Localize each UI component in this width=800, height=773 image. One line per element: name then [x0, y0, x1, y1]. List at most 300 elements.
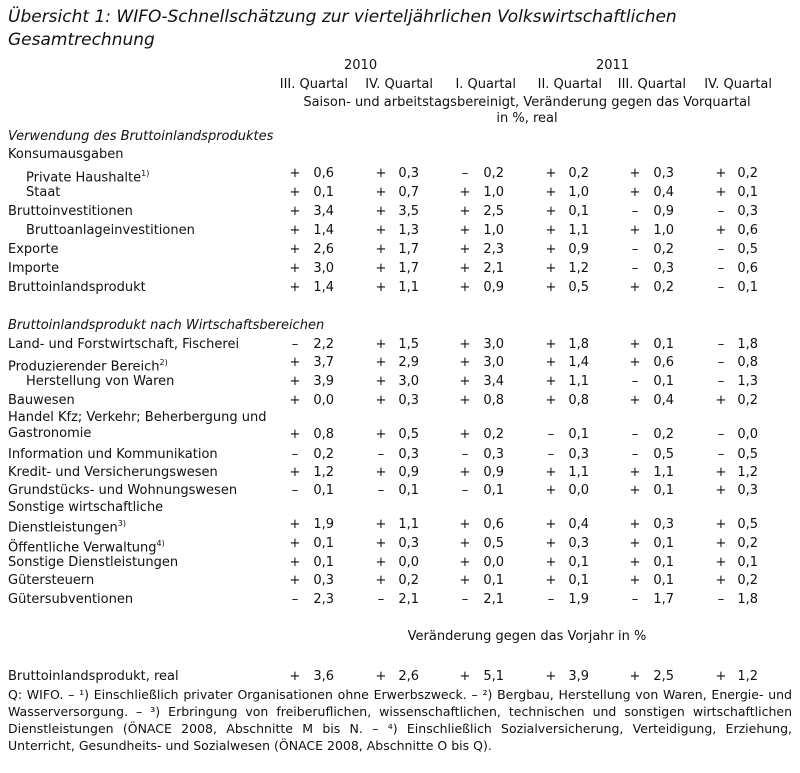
value-cell: 0,4	[653, 393, 674, 408]
row-label	[8, 464, 218, 482]
row-label	[8, 392, 75, 410]
value-cell: 0,6	[653, 355, 674, 370]
value-sign: +	[545, 166, 557, 181]
value-sign: +	[629, 555, 641, 570]
value-cell: 1,7	[653, 592, 674, 607]
footnote-ref: 2)	[159, 358, 168, 367]
value-cell: 0,1	[653, 573, 674, 588]
row-label	[8, 146, 123, 164]
value-cell: 0,2	[398, 573, 419, 588]
value-cell: 0,5	[737, 242, 758, 257]
value-sign: +	[715, 393, 727, 408]
value-sign: –	[717, 427, 725, 442]
value-sign: +	[375, 465, 387, 480]
value-sign: +	[289, 536, 301, 551]
row-label	[26, 222, 195, 240]
value-cell: 0,5	[653, 447, 674, 462]
value-cell: 3,9	[313, 374, 334, 389]
year-2011: 2011	[596, 58, 630, 73]
row-label	[8, 410, 267, 442]
value-cell: 0,3	[568, 536, 589, 551]
value-cell: 3,6	[313, 669, 334, 684]
quarter-header: I. Quartal	[455, 77, 516, 92]
value-cell: 1,1	[398, 517, 419, 532]
value-cell: 1,3	[398, 223, 419, 238]
value-cell: 2,6	[398, 669, 419, 684]
value-sign: +	[459, 223, 471, 238]
value-cell: 0,8	[737, 355, 758, 370]
value-sign: +	[459, 374, 471, 389]
value-sign: +	[459, 337, 471, 352]
value-sign: –	[291, 483, 299, 498]
value-sign: –	[291, 447, 299, 462]
value-cell: 0,3	[737, 204, 758, 219]
quarter-header: II. Quartal	[537, 77, 602, 92]
value-sign: +	[375, 517, 387, 532]
value-sign: –	[717, 261, 725, 276]
value-cell: 0,9	[398, 465, 419, 480]
value-sign: +	[715, 555, 727, 570]
value-cell: 0,7	[398, 185, 419, 200]
value-cell: 0,2	[483, 427, 504, 442]
row-label-text: Private Haushalte	[26, 170, 142, 186]
value-cell: 1,3	[737, 374, 758, 389]
row-label-text: Importe	[8, 261, 60, 276]
value-cell: 0,9	[568, 242, 589, 257]
value-sign: +	[289, 573, 301, 588]
value-cell: 2,3	[313, 592, 334, 607]
row-label	[8, 591, 133, 609]
value-cell: 0,5	[737, 517, 758, 532]
quarter-header: IV. Quartal	[365, 77, 433, 92]
value-sign: –	[547, 427, 555, 442]
value-sign: +	[459, 280, 471, 295]
row-label-line-1: Sonstige wirtschaftliche	[8, 500, 164, 515]
row-label	[8, 482, 237, 500]
value-sign: +	[459, 393, 471, 408]
value-sign: +	[375, 536, 387, 551]
value-cell: 1,1	[653, 465, 674, 480]
value-cell: 0,3	[653, 166, 674, 181]
value-sign: –	[461, 166, 469, 181]
table-row	[0, 146, 800, 164]
value-cell: 0,1	[313, 483, 334, 498]
value-cell: 1,5	[398, 337, 419, 352]
value-cell: 2,2	[313, 337, 334, 352]
value-cell: 3,9	[568, 669, 589, 684]
value-cell: 1,4	[313, 223, 334, 238]
value-sign: +	[629, 166, 641, 181]
table-row	[0, 241, 800, 259]
value-sign: +	[375, 185, 387, 200]
row-label-text: Bruttoinlandsprodukt, real	[8, 669, 179, 684]
value-sign: +	[459, 517, 471, 532]
value-sign: +	[715, 465, 727, 480]
value-cell: 2,6	[313, 242, 334, 257]
value-cell: 0,2	[313, 447, 334, 462]
value-cell: 0,1	[568, 427, 589, 442]
row-label	[8, 279, 146, 297]
value-sign: +	[545, 669, 557, 684]
value-cell: 1,1	[398, 280, 419, 295]
value-sign: +	[545, 517, 557, 532]
table-row	[0, 482, 800, 500]
value-sign: +	[459, 573, 471, 588]
value-sign: –	[631, 427, 639, 442]
table-row	[0, 392, 800, 410]
value-sign: –	[461, 483, 469, 498]
row-label-text: Kredit- und Versicherungswesen	[8, 465, 218, 480]
table-row	[0, 184, 800, 202]
value-sign: +	[289, 223, 301, 238]
table-row	[0, 572, 800, 590]
value-cell: 0,1	[568, 555, 589, 570]
value-sign: –	[377, 483, 385, 498]
row-label-text: Land- und Forstwirtschaft, Fischerei	[8, 337, 240, 352]
value-cell: 5,1	[483, 669, 504, 684]
value-cell: 0,1	[568, 204, 589, 219]
value-sign: +	[289, 374, 301, 389]
footnote-ref: 3)	[117, 519, 127, 528]
value-sign: +	[375, 427, 387, 442]
value-cell: 3,0	[483, 355, 504, 370]
value-sign: +	[375, 374, 387, 389]
row-label-text: Bauwesen	[8, 393, 75, 408]
value-sign: +	[545, 280, 557, 295]
table-row	[0, 535, 800, 556]
value-sign: +	[375, 261, 387, 276]
value-cell: 0,0	[313, 393, 334, 408]
value-cell: 0,1	[653, 536, 674, 551]
table-row	[0, 410, 800, 444]
value-cell: 0,2	[653, 242, 674, 257]
value-cell: 0,3	[483, 447, 504, 462]
value-cell: 1,4	[313, 280, 334, 295]
value-sign: –	[547, 592, 555, 607]
value-cell: 3,4	[483, 374, 504, 389]
value-cell: 2,5	[483, 204, 504, 219]
table-row	[0, 354, 800, 375]
value-sign: +	[545, 393, 557, 408]
value-cell: 0,3	[568, 447, 589, 462]
value-cell: 0,1	[737, 185, 758, 200]
value-cell: 0,0	[483, 555, 504, 570]
value-cell: 1,0	[568, 185, 589, 200]
value-cell: 0,9	[483, 465, 504, 480]
value-sign: +	[375, 669, 387, 684]
section-heading-text: Bruttoinlandsprodukt nach Wirtschaftsbereichen	[8, 318, 325, 333]
value-sign: +	[715, 166, 727, 181]
value-cell: 0,2	[737, 393, 758, 408]
value-cell: 2,5	[653, 669, 674, 684]
value-sign: –	[461, 592, 469, 607]
value-cell: 1,9	[568, 592, 589, 607]
value-cell: 0,3	[653, 261, 674, 276]
row-label	[8, 203, 133, 221]
value-sign: +	[715, 223, 727, 238]
value-cell: 0,8	[483, 393, 504, 408]
value-sign: +	[375, 223, 387, 238]
value-sign: +	[375, 166, 387, 181]
value-cell: 0,3	[398, 536, 419, 551]
value-sign: +	[629, 669, 641, 684]
value-sign: –	[377, 592, 385, 607]
value-sign: +	[289, 204, 301, 219]
value-sign: +	[715, 483, 727, 498]
value-cell: 0,3	[398, 166, 419, 181]
row-label-text: Bruttoinlandsprodukt	[8, 280, 146, 295]
value-sign: +	[545, 465, 557, 480]
value-cell: 0,1	[653, 555, 674, 570]
table-note	[292, 95, 762, 127]
value-sign: –	[717, 355, 725, 370]
quarter-header: IV. Quartal	[704, 77, 772, 92]
value-sign: –	[717, 592, 725, 607]
value-cell: 1,0	[483, 185, 504, 200]
value-cell: 1,7	[398, 242, 419, 257]
value-sign: –	[717, 204, 725, 219]
value-sign: +	[289, 427, 301, 442]
row-label-text: Konsumausgaben	[8, 147, 124, 162]
value-sign: –	[631, 242, 639, 257]
value-sign: +	[545, 185, 557, 200]
value-cell: 0,6	[483, 517, 504, 532]
row-label	[8, 554, 178, 572]
value-sign: +	[375, 573, 387, 588]
row-label	[26, 373, 174, 391]
value-cell: 0,6	[737, 223, 758, 238]
value-sign: +	[715, 185, 727, 200]
value-sign: +	[375, 355, 387, 370]
row-label-text: Bruttoanlageinvestitionen	[26, 223, 195, 238]
value-sign: –	[631, 447, 639, 462]
value-cell: 0,9	[653, 204, 674, 219]
table-row	[0, 336, 800, 354]
value-cell: 0,2	[568, 166, 589, 181]
value-sign: +	[715, 517, 727, 532]
table-row	[0, 373, 800, 391]
table-row	[0, 668, 800, 686]
value-cell: 0,1	[568, 573, 589, 588]
value-sign: –	[377, 447, 385, 462]
value-sign: +	[545, 355, 557, 370]
value-cell: 3,0	[313, 261, 334, 276]
value-cell: 0,1	[398, 483, 419, 498]
value-sign: +	[545, 204, 557, 219]
value-cell: 0,3	[398, 393, 419, 408]
value-sign: +	[459, 204, 471, 219]
value-cell: 1,9	[313, 517, 334, 532]
value-sign: +	[289, 242, 301, 257]
value-sign: –	[631, 374, 639, 389]
value-cell: 0,2	[737, 166, 758, 181]
value-sign: +	[629, 355, 641, 370]
value-sign: +	[459, 427, 471, 442]
value-sign: –	[547, 447, 555, 462]
value-cell: 1,2	[313, 465, 334, 480]
row-label	[8, 668, 179, 686]
value-cell: 2,9	[398, 355, 419, 370]
value-cell: 3,4	[313, 204, 334, 219]
footnote: Q: WIFO. – ¹) Einschließlich privater Organisationen ohne Erwerbszweck. – ²) Bergbau, Herstellung von Waren, Energie- und Wasserversorgung. – ³) Erbringung von freiberuflichen, wissenschaftlichen, technischen und sonstigen wirtschaftlichen Dienstleistungen (ÖNACE 2008, Abschnitte M bis N. – ⁴) Einschließlich Sozialversicherung, Verteidigung, Erziehung, Unterricht, Gesundheits- und Sozialwesen (ÖNACE 2008, Abschnitte O bis Q).	[8, 687, 792, 753]
value-sign: +	[289, 393, 301, 408]
value-sign: +	[459, 669, 471, 684]
value-sign: +	[629, 517, 641, 532]
row-label	[8, 260, 59, 278]
value-sign: +	[289, 465, 301, 480]
section-heading	[0, 317, 800, 335]
value-cell: 0,3	[737, 483, 758, 498]
value-sign: +	[629, 337, 641, 352]
value-sign: +	[375, 555, 387, 570]
value-cell: 1,1	[568, 223, 589, 238]
value-cell: 0,9	[483, 280, 504, 295]
value-cell: 0,8	[313, 427, 334, 442]
value-sign: +	[375, 337, 387, 352]
value-cell: 1,1	[568, 465, 589, 480]
row-label-line-2: Gastronomie	[8, 426, 92, 441]
table-title	[8, 6, 677, 52]
value-cell: 1,8	[737, 337, 758, 352]
value-sign: +	[545, 337, 557, 352]
value-cell: 0,1	[313, 555, 334, 570]
value-cell: 3,0	[483, 337, 504, 352]
row-label-text: Öffentliche Verwaltung	[8, 540, 157, 556]
note-line-1: Saison- und arbeitstagsbereinigt, Veränderung gegen das Vorquartal	[303, 95, 751, 110]
value-cell: 1,7	[398, 261, 419, 276]
value-cell: 1,1	[568, 374, 589, 389]
value-sign: –	[631, 204, 639, 219]
value-cell: 1,2	[737, 465, 758, 480]
yoy-subtitle: Veränderung gegen das Vorjahr in %	[407, 629, 647, 644]
value-cell: 1,0	[483, 223, 504, 238]
value-cell: 0,4	[653, 185, 674, 200]
value-sign: +	[545, 261, 557, 276]
value-cell: 0,5	[398, 427, 419, 442]
value-cell: 1,2	[737, 669, 758, 684]
row-label	[8, 241, 59, 259]
value-sign: –	[717, 280, 725, 295]
value-sign: +	[289, 555, 301, 570]
value-sign: +	[459, 555, 471, 570]
row-label-text: Gütersteuern	[8, 573, 95, 588]
value-cell: 0,3	[313, 573, 334, 588]
value-sign: +	[289, 669, 301, 684]
value-sign: –	[631, 261, 639, 276]
section-heading	[0, 128, 800, 146]
value-cell: 0,8	[568, 393, 589, 408]
value-cell: 0,6	[313, 166, 334, 181]
footnote-ref: 1)	[141, 169, 150, 178]
value-sign: –	[717, 242, 725, 257]
row-label-text: Grundstücks- und Wohnungswesen	[8, 483, 238, 498]
value-cell: 0,1	[483, 573, 504, 588]
value-sign: +	[629, 483, 641, 498]
value-sign: –	[717, 447, 725, 462]
title-line-1: Übersicht 1: WIFO-Schnellschätzung zur vierteljährlichen Volkswirtschaftlichen	[8, 7, 677, 27]
value-cell: 1,2	[568, 261, 589, 276]
section-heading-text: Verwendung des Bruttoinlandsproduktes	[8, 129, 274, 144]
value-cell: 0,5	[737, 447, 758, 462]
value-sign: +	[629, 536, 641, 551]
value-cell: 0,1	[313, 185, 334, 200]
value-sign: +	[545, 555, 557, 570]
value-cell: 0,1	[483, 483, 504, 498]
value-sign: +	[459, 242, 471, 257]
value-cell: 0,3	[398, 447, 419, 462]
row-label	[8, 572, 94, 590]
value-cell: 0,1	[737, 555, 758, 570]
value-cell: 0,0	[568, 483, 589, 498]
value-cell: 0,2	[737, 536, 758, 551]
value-cell: 0,1	[653, 337, 674, 352]
value-cell: 0,4	[568, 517, 589, 532]
value-sign: +	[459, 185, 471, 200]
year-2010: 2010	[344, 58, 378, 73]
value-cell: 2,1	[483, 261, 504, 276]
title-line-2: Gesamtrechnung	[8, 30, 155, 50]
value-cell: 0,1	[313, 536, 334, 551]
value-sign: +	[289, 280, 301, 295]
row-label	[8, 446, 218, 464]
value-cell: 2,1	[483, 592, 504, 607]
value-sign: +	[459, 261, 471, 276]
value-sign: +	[375, 242, 387, 257]
value-cell: 1,0	[653, 223, 674, 238]
row-label-text: Herstellung von Waren	[26, 374, 175, 389]
value-sign: +	[629, 185, 641, 200]
value-sign: +	[375, 204, 387, 219]
quarter-header: III. Quartal	[617, 77, 686, 92]
value-cell: 1,8	[568, 337, 589, 352]
quarter-header: III. Quartal	[279, 77, 348, 92]
row-label-line-2: Dienstleistungen$^{3)}$	[8, 519, 127, 536]
row-label-text: Information und Kommunikation	[8, 447, 218, 462]
value-sign: +	[545, 374, 557, 389]
value-cell: 1,8	[737, 592, 758, 607]
value-sign: +	[629, 223, 641, 238]
row-label	[26, 184, 60, 202]
row-label	[8, 500, 163, 536]
footnote-ref: 4)	[156, 539, 165, 548]
value-sign: +	[545, 536, 557, 551]
value-sign: +	[459, 355, 471, 370]
value-cell: 1,4	[568, 355, 589, 370]
value-sign: –	[291, 592, 299, 607]
value-sign: +	[715, 573, 727, 588]
value-cell: 3,5	[398, 204, 419, 219]
value-cell: 0,1	[653, 483, 674, 498]
row-label-text: Produzierender Bereich	[8, 359, 160, 375]
value-sign: –	[717, 337, 725, 352]
table-row	[0, 279, 800, 297]
value-cell: 0,6	[737, 261, 758, 276]
value-sign: +	[629, 465, 641, 480]
value-cell: 0,0	[737, 427, 758, 442]
table-row	[0, 464, 800, 482]
value-cell: 0,3	[653, 517, 674, 532]
value-sign: +	[545, 242, 557, 257]
value-sign: +	[289, 517, 301, 532]
value-cell: 0,2	[483, 166, 504, 181]
value-sign: +	[289, 185, 301, 200]
value-sign: +	[545, 223, 557, 238]
value-cell: 0,5	[568, 280, 589, 295]
table-row	[0, 222, 800, 240]
row-label-text: Gütersubventionen	[8, 592, 134, 607]
value-cell: 0,2	[737, 573, 758, 588]
table-row	[0, 165, 800, 186]
